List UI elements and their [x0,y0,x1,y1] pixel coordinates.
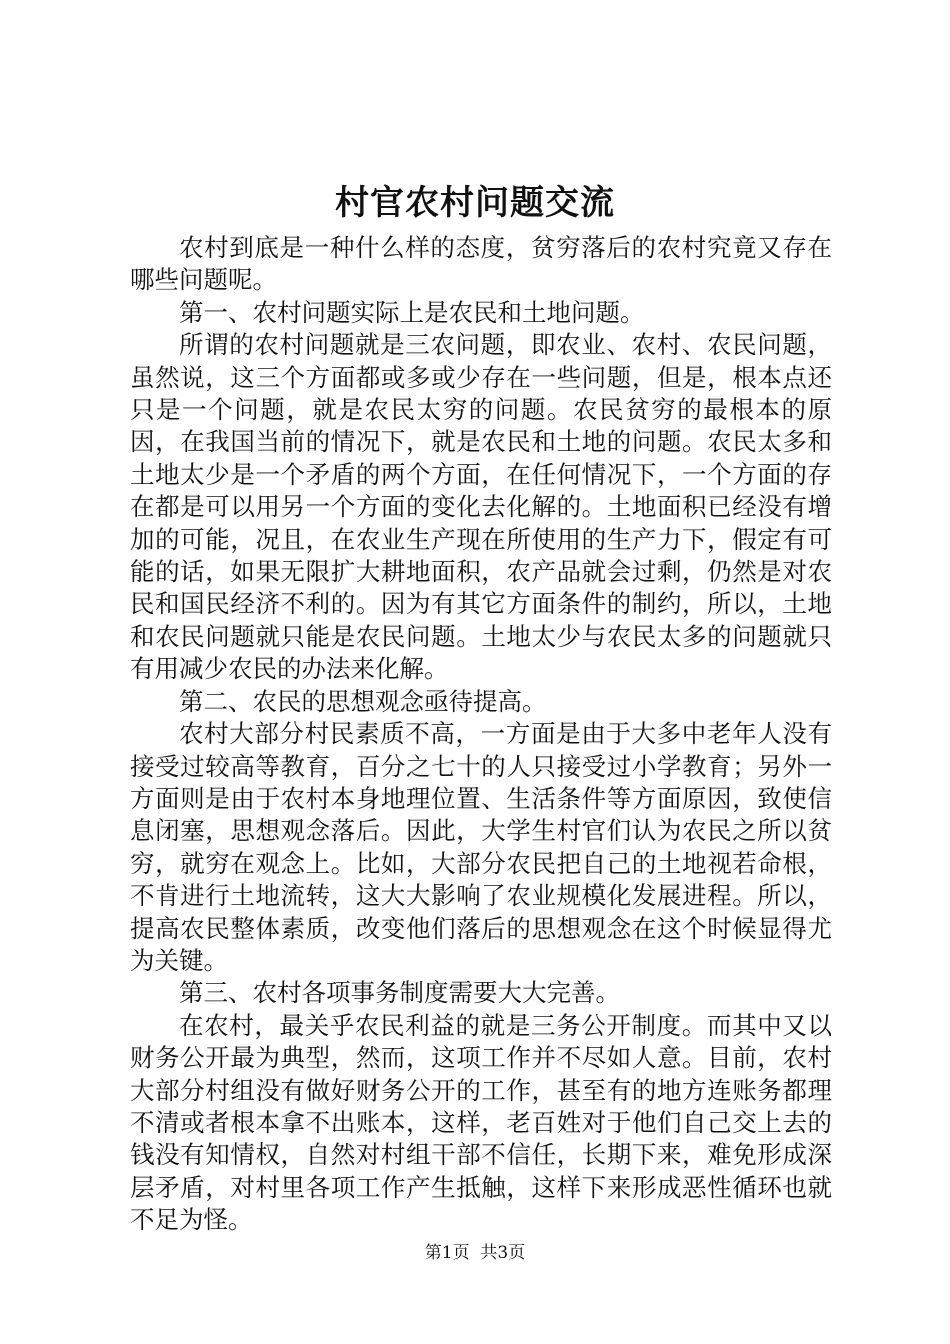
heading-point-1: 第一、农村问题实际上是农民和土地问题。 [179,297,645,327]
document-title: 村官农村问题交流 [335,183,615,223]
heading-point-3: 第三、农村各项事务制度需要大大完善。 [179,978,620,1008]
paragraph-point-1: 所谓的农村问题就是三农问题，即农业、农村、农民问题，虽然说，这三个方面都或多或少存在一些问题，但是，根本点还只是一个问题，就是农民太穷的问题。农民贫穷的最根本的原因，在我国当前的情况下，就是农民和土地的问题。农民太多和土地太少是一个矛盾的两个方面，在任何情况下，一个方面的存在都是可以用另一个方面的变化去化解的。土地面积已经没有增加的可能，况且，在农业生产现在所使用的生产力下，假定有可能的话，如果无限扩大耕地面积，农产品就会过剩，仍然是对农民和国民经济不利的。因为有其它方面条件的制约，所以，土地和农民问题就只能是农民问题。土地太少与农民太多的问题就只有用减少农民的办法来化解。 [130,330,832,684]
page-number-footer: 第1页 共3页 [424,1243,526,1263]
paragraph-point-3: 在农村，最关乎农民利益的就是三务公开制度。而其中又以财务公开最为典型，然而，这项工作并不尽如人意。目前，农村大部分村组没有做好财务公开的工作，甚至有的地方连账务都理不清或者根本拿不出账本，这样，老百姓对于他们自己交上去的钱没有知情权，自然对村组干部不信任，长期下来，难免形成深层矛盾，对村里各项工作产生抵触，这样下来形成恶性循环也就不足为怪。 [130,1010,832,1235]
paragraph-intro: 农村到底是一种什么样的态度，贫穷落后的农村究竟又存在哪些问题呢。 [130,233,832,295]
document-body [130,232,832,1237]
paragraph-point-2: 农村大部分村民素质不高，一方面是由于大多中老年人没有接受过较高等教育，百分之七十的人只接受过小学教育；另外一方面则是由于农村本身地理位置、生活条件等方面原因，致使信息闭塞，思想观念落后。因此，大学生村官们认为农民之所以贫穷，就穷在观念上。比如，大部分农民把自己的土地视若命根，不肯进行土地流转，这大大影响了农业规模化发展进程。所以，提高农民整体素质，改变他们落后的思想观念在这个时候显得尤为关键。 [130,719,832,975]
heading-point-2: 第二、农民的思想观念亟待提高。 [179,686,547,716]
